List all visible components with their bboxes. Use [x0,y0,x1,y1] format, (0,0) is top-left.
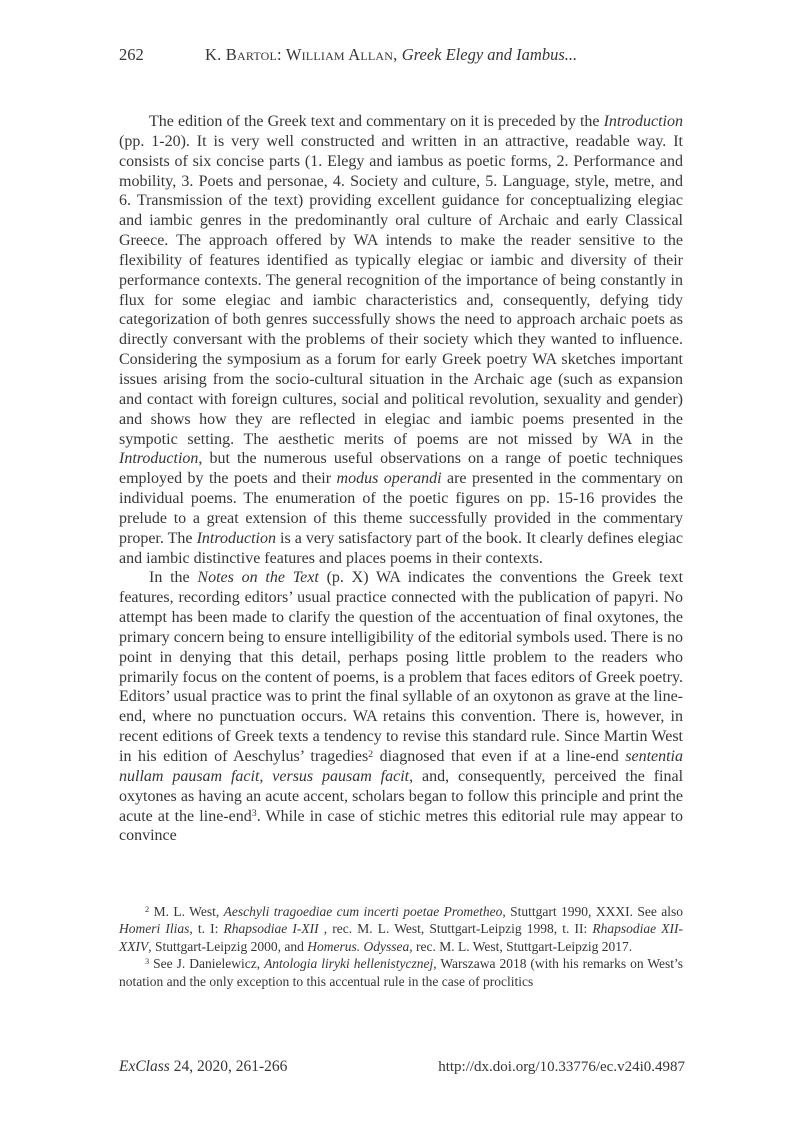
doi-text: http://dx.doi.org/10.33776/ec.v24i0.4987 [438,1059,685,1075]
body-paragraph-2: In the Notes on the Text (p. X) WA indicates the conventions the Greek text features, recording editors’ usual practice connected with the publication of papyri. No attempt has been made to clarify the question of the accentuation of final oxytones, the primary concern being to ensure intelligibility of the editorial symbols used. There is no point in denying that this detail, perhaps posing little problem to the readers who primarily focus on the content of poems, is a problem that faces editors of Greek poetry. Editors’ usual practice was to print the final syllable of an oxytonon as grave at the line-end, where no punctuation occurs. WA retains this convention. There is, however, in recent editions of Greek texts a tendency to revise this standard rule. Since Martin West in his edition of Aeschylus’ tragedies$^2$ diagnosed that even if at a line-end sententia nullam pausam facit, versus pausam facit, and, consequently, perceived the final oxytones as having an acute accent, scholars began to follow this principle and print the acute at the line-end$^3$. While in case of stichic metres this editorial rule may appear to convince [119,569,684,845]
page-header [119,45,683,65]
footnote-2: $^2$ M. L. West, Aeschyli tragoediae cum incerti poetae Prometheo, Stuttgart 1990, XXXI. See also Homeri Ilias, t. I: Rhapsodiae I-XII , rec. M. L. West, Stuttgart-Leipzig 1998, t. II: Rhapsodiae XII-XXIV, Stuttgart-Leipzig 2000, and Homerus. Odyssea, rec. M. L. West, Stuttgart-Leipzig 2017. [119,904,683,954]
footnote-3: $^3$ See J. Danielewicz, Antologia liryki hellenistycznej, Warszawa 2018 (with his remarks on West’s notation and the only exception to this accentual rule in the case of proclitics [119,956,683,989]
journal-reference: ExClass 24, 2020, 261-266 [119,1058,288,1075]
page-footer [119,1058,685,1076]
running-title: K. Bartol: William Allan, Greek Elegy and Iambus... [205,45,578,64]
page-number: 262 [119,45,144,64]
body-paragraph-1: The edition of the Greek text and commentary on it is preceded by the Introduction (pp. 1-20). It is very well constructed and written in an attractive, readable way. It consists of six concise parts (1. Elegy and iambus as poetic forms, 2. Performance and mobility, 3. Poets and personae, 4. Society and culture, 5. Language, style, metre, and 6. Transmission of the text) providing excellent guidance for conceptualizing elegiac and iambic genres in the predominantly oral culture of Archaic and early Classical Greece. The approach offered by WA intends to make the reader sensitive to the flexibility of features identified as typically elegiac or iambic and diversity of their performance contexts. The general recognition of the importance of being constantly in flux for some elegiac and iambic characteristics and, consequently, defying tidy categorization of both genres successfully shows the need to approach archaic poets as directly conversant with the problems of their society which they wanted to influence. Considering the symposium as a forum for early Greek poetry WA sketches important issues arising from the socio-cultural situation in the Archaic age (such as expansion and contact with foreign cultures, social and political revolution, sexuality and gender) and shows how they are reflected in elegiac and iambic poems presented in the sympotic setting. The aesthetic merits of poems are not missed by WA in the Introduction, but the numerous useful observations on a range of poetic techniques employed by the poets and their modus operandi are presented in the commentary on individual poems. The enumeration of the poetic figures on pp. 15-16 provides the prelude to a great extension of this theme successfully provided in the commentary proper. The Introduction is a very satisfactory part of the book. It clearly defines elegiac and iambic distinctive features and places poems in their contexts. [119,113,684,567]
footnotes-block [119,903,683,990]
review-body [119,112,683,846]
